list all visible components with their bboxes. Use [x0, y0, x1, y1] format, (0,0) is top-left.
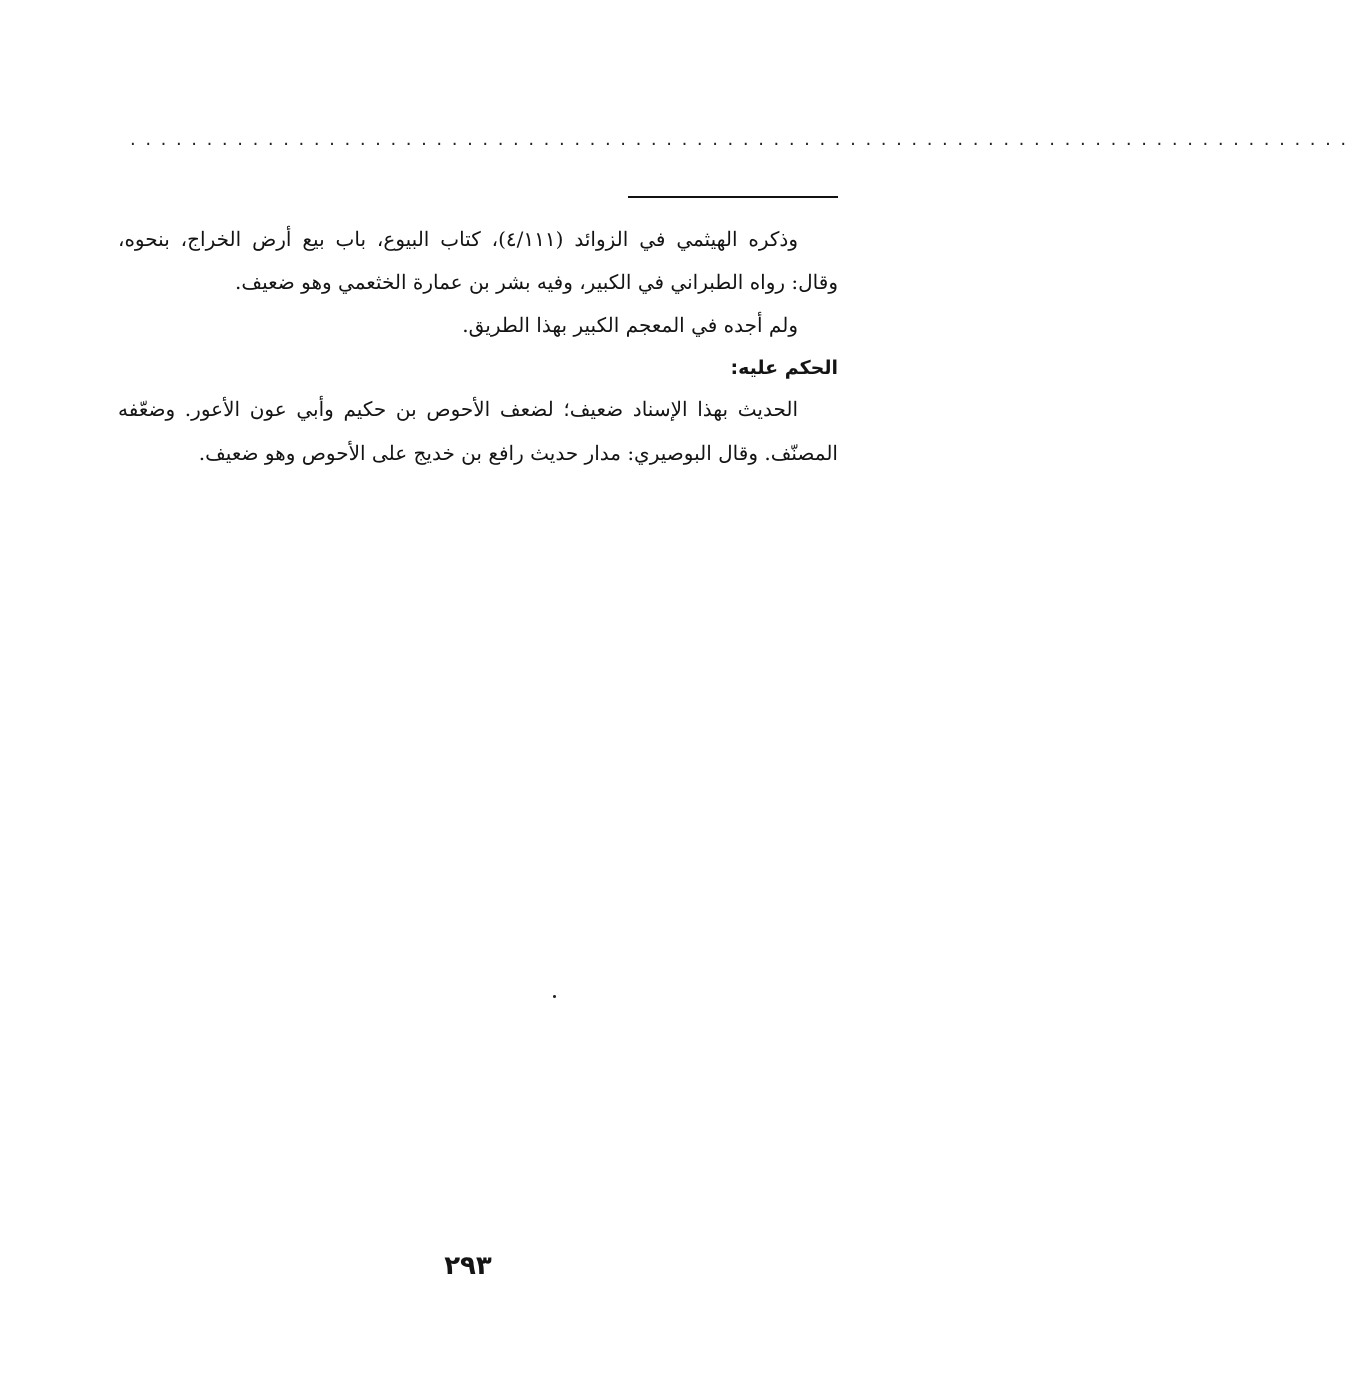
ruling-paragraph: الحديث بهذا الإسناد ضعيف؛ لضعف الأحوص بن حكيم وأبي عون الأعور. وضعّفه المصنّف. وقال البوصيري: مدار حديث رافع بن خديج على الأحوص وهو ضعيف.: [118, 397, 838, 465]
dotted-separator: ................................................................................: [130, 129, 1356, 150]
page-number: ٢٩٣: [444, 1251, 492, 1281]
footnote-rule: [628, 196, 838, 198]
footnote-paragraph-tabarani: ولم أجده في المعجم الكبير بهذا الطريق.: [462, 313, 798, 337]
footnote-paragraph-haythami: وذكره الهيثمي في الزوائد (٤/١١١)، كتاب البيوع، باب بيع أرض الخراج، بنحوه، وقال: رواه الطبراني في الكبير، وفيه بشر بن عمارة الخثعمي وهو ضعيف.: [118, 227, 838, 294]
scan-speck: [553, 995, 556, 998]
section-heading-ruling: الحكم عليه:: [730, 357, 838, 379]
